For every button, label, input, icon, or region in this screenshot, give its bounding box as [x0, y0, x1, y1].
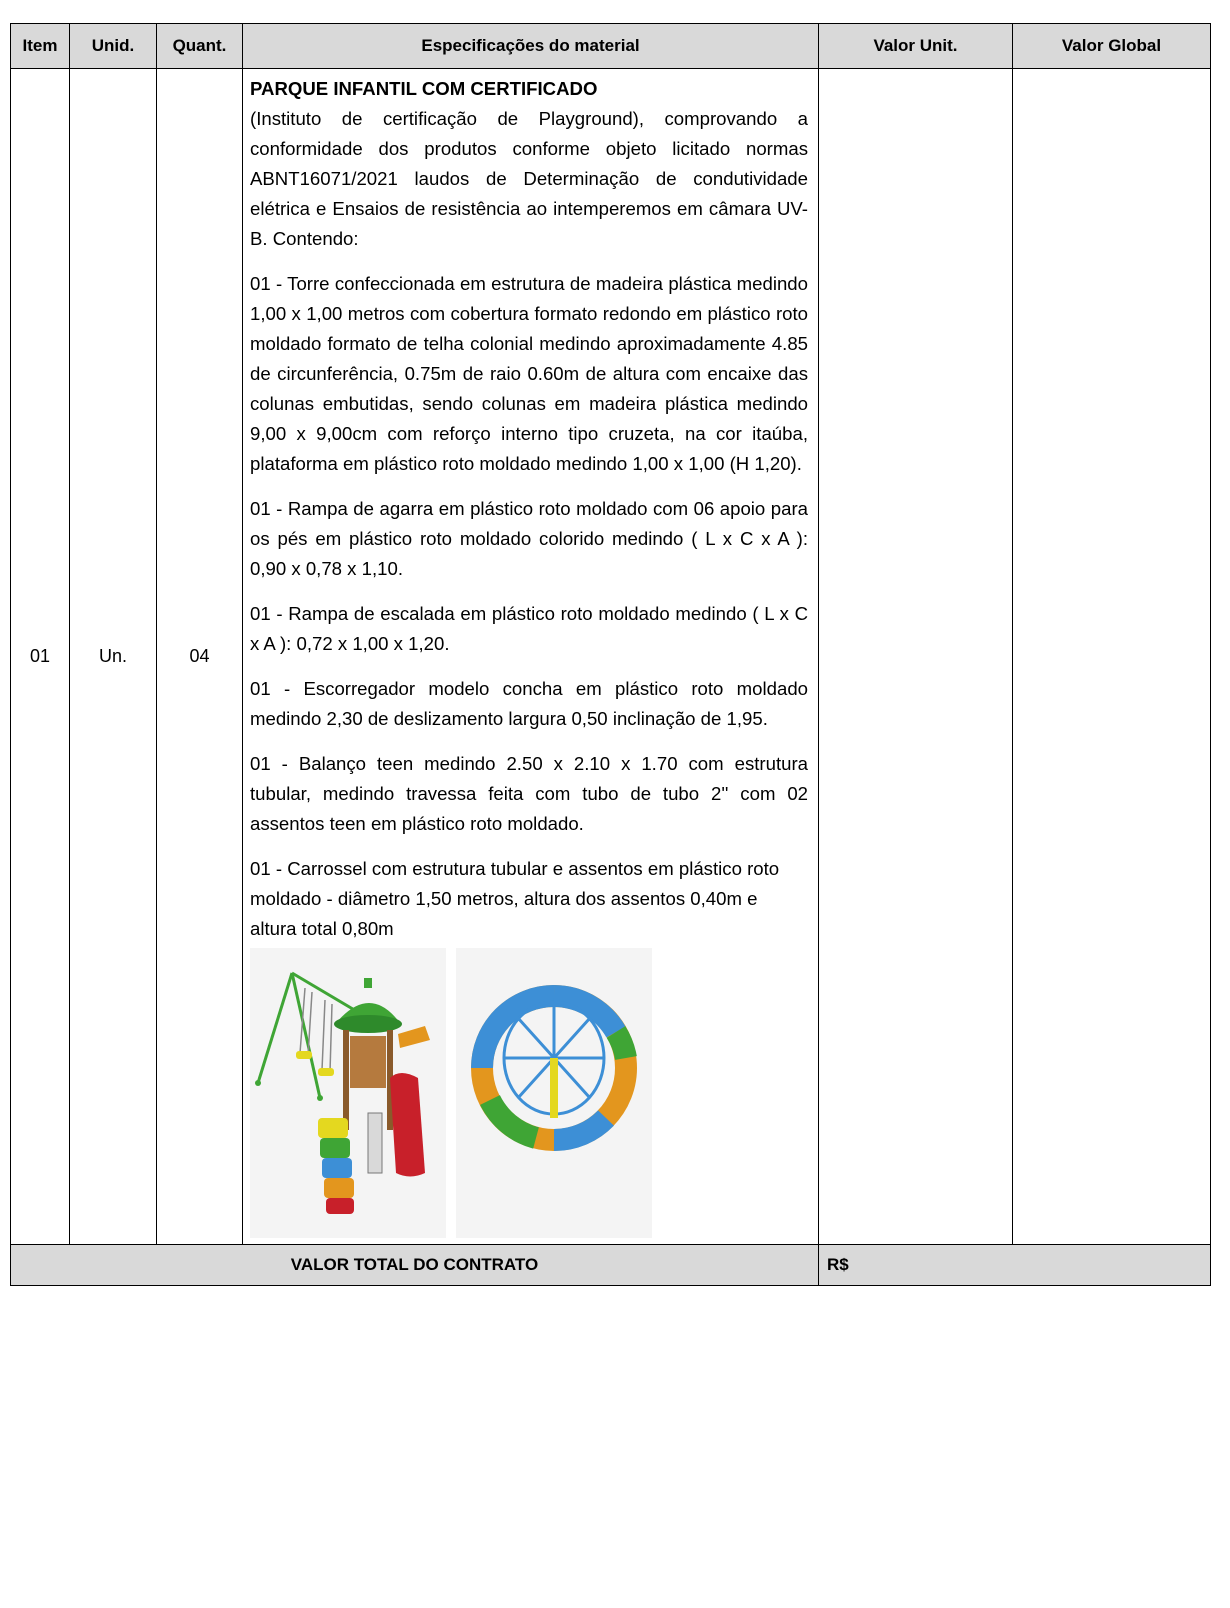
table-row	[11, 69, 1211, 1245]
spec-component-climbing-ramp: 01 - Rampa de agarra em plástico roto moldado com 06 apoio para os pés em plástico roto moldado colorido medindo ( L x C x A ): 0,90 x 0,78 x 1,10.	[250, 498, 808, 579]
spec-title: PARQUE INFANTIL COM CERTIFICADO	[250, 78, 598, 99]
unit-value-cell	[819, 69, 1013, 1245]
carousel-illustration	[456, 948, 652, 1238]
total-row	[11, 1245, 1211, 1286]
header-item: Item	[11, 24, 70, 69]
spec-component-swing: 01 - Balanço teen medindo 2.50 x 2.10 x 1.70 com estrutura tubular, medindo travessa feita com tubo de tubo 2'' com 02 assentos teen em plástico roto moldado.	[250, 753, 808, 834]
playground-illustration	[250, 948, 446, 1238]
header-quant: Quant.	[157, 24, 243, 69]
spec-component-carousel: 01 - Carrossel com estrutura tubular e assentos em plástico roto moldado - diâmetro 1,50 metros, altura dos assentos 0,40m e altura total 0,80m	[250, 858, 780, 939]
spec-component-climbing-wall: 01 - Rampa de escalada em plástico roto moldado medindo ( L x C x A ): 0,72 x 1,00 x 1,20.	[250, 603, 808, 654]
specification-cell	[243, 69, 819, 1245]
header-unit-value: Valor Unit.	[819, 24, 1013, 69]
quantity: 04	[157, 69, 243, 1245]
header-global-value: Valor Global	[1013, 24, 1211, 69]
material-table	[10, 23, 1211, 1286]
unit: Un.	[70, 69, 157, 1245]
header-row	[11, 24, 1211, 69]
item-number: 01	[11, 69, 70, 1245]
total-currency: R$	[819, 1245, 1211, 1286]
header-unid: Unid.	[70, 24, 157, 69]
spec-component-slide: 01 - Escorregador modelo concha em plástico roto moldado medindo 2,30 de deslizamento largura 0,50 inclinação de 1,95.	[250, 678, 808, 729]
spec-intro: (Instituto de certificação de Playground), comprovando a conformidade dos produtos conforme objeto licitado normas ABNT16071/2021 laudos de Determinação de condutividade elétrica e Ensaios de resistência ao intemperemos em câmara UV-B. Contendo:	[250, 108, 808, 249]
total-label: VALOR TOTAL DO CONTRATO	[11, 1245, 819, 1286]
product-images	[250, 948, 808, 1238]
header-spec: Especificações do material	[243, 24, 819, 69]
spec-component-tower: 01 - Torre confeccionada em estrutura de madeira plástica medindo 1,00 x 1,00 metros com cobertura formato redondo em plástico roto moldado formato de telha colonial medindo aproximadamente 4.85 de circunferência, 0.75m de raio 0.60m de altura com encaixe das colunas embutidas, sendo colunas em madeira plástica medindo 9,00 x 9,00cm com reforço interno tipo cruzeta, na cor itaúba, plataforma em plástico roto moldado medindo 1,00 x 1,00 (H 1,20).	[250, 273, 808, 474]
global-value-cell	[1013, 69, 1211, 1245]
